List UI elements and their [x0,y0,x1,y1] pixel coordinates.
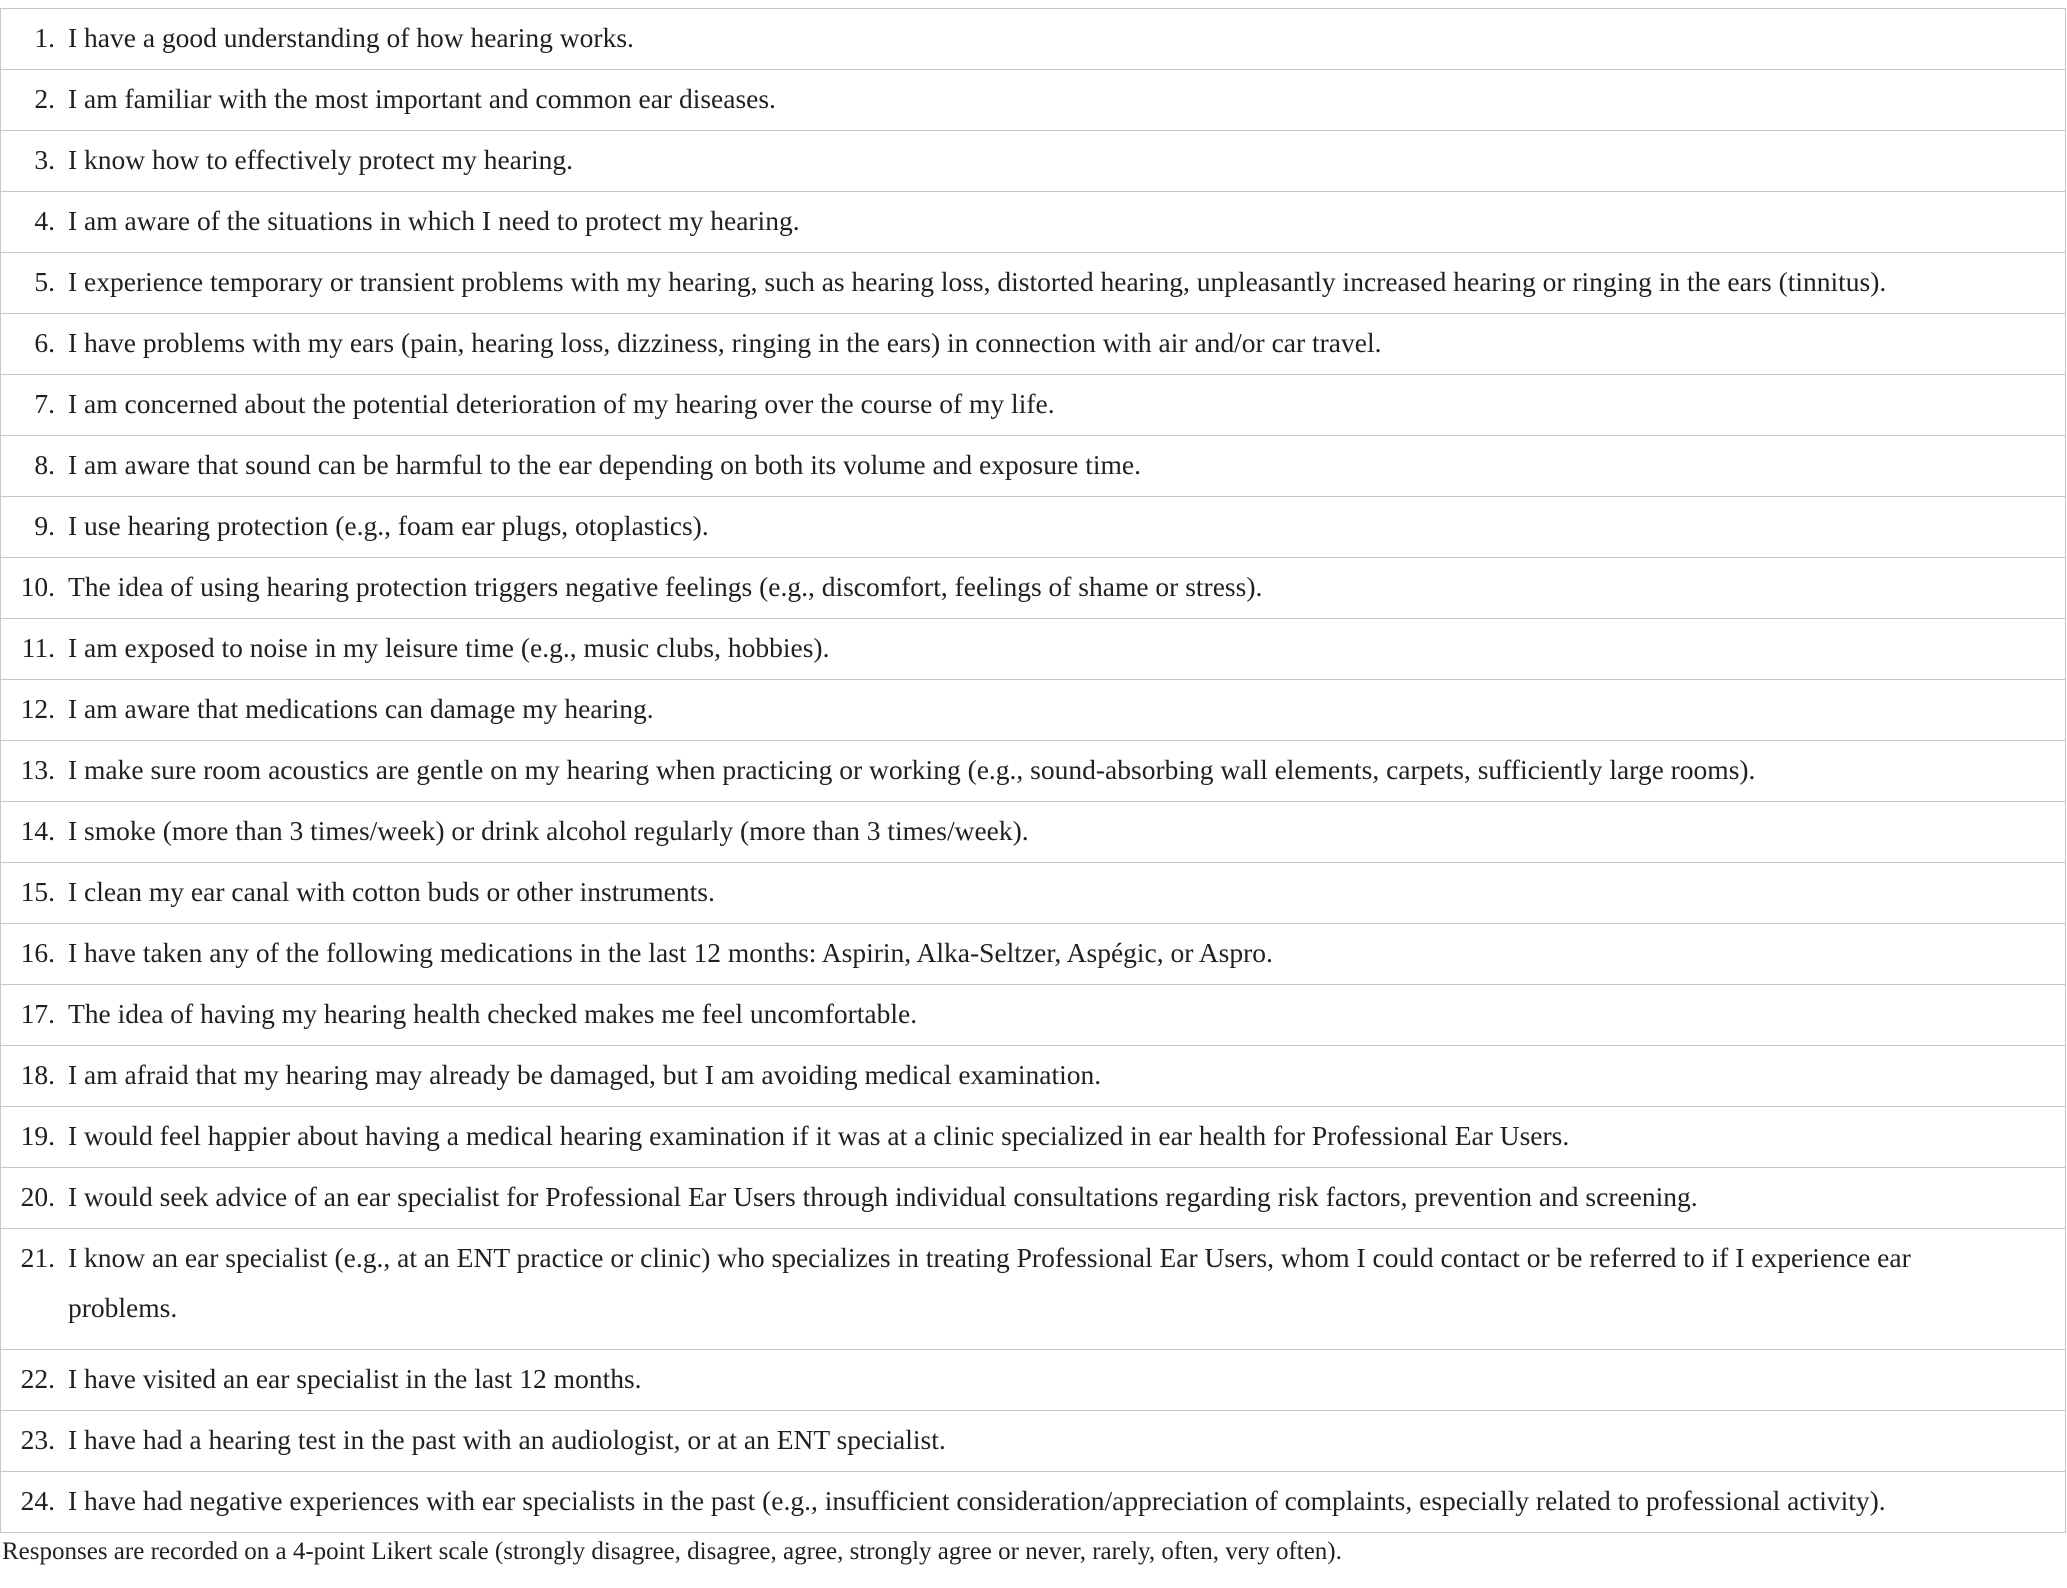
table-row [1,1046,2066,1107]
item-number: 11. [21,632,55,663]
item-number: 15. [20,876,55,907]
questionnaire-table [0,8,2066,1533]
table-footnote: Responses are recorded on a 4-point Likert scale (strongly disagree, disagree, agree, strongly agree or never, rarely, often, very often). [2,1538,1342,1565]
table-row [1,70,2066,131]
item-text: I experience temporary or transient problems with my hearing, such as hearing loss, distorted hearing, unpleasantly increased hearing or ringing in the ears (tinnitus). [68,266,1887,297]
table-cell [1,1411,2066,1472]
table-cell [1,192,2066,253]
item-text: The idea of having my hearing health checked makes me feel uncomfortable. [68,998,918,1029]
table-row [1,1168,2066,1229]
item-text: I would seek advice of an ear specialist for Professional Ear Users through individual consultations regarding risk factors, prevention and screening. [68,1181,1698,1212]
item-number: 9. [34,510,55,541]
table-cell [1,497,2066,558]
table-row [1,924,2066,985]
item-number: 17. [20,998,55,1029]
item-number: 14. [20,815,55,846]
item-text: I would feel happier about having a medical hearing examination if it was at a clinic specialized in ear health for Professional Ear Users. [68,1120,1570,1151]
item-text: I am aware that medications can damage my hearing. [68,693,654,724]
item-number: 8. [34,449,55,480]
item-number: 18. [20,1059,55,1090]
item-number: 2. [34,83,55,114]
table-cell [1,741,2066,802]
table-cell [1,558,2066,619]
item-number: 4. [34,205,55,236]
table-cell [1,863,2066,924]
table-row [1,131,2066,192]
item-text: I have taken any of the following medications in the last 12 months: Aspirin, Alka-Seltzer, Aspégic, or Aspro. [68,937,1273,968]
table-row [1,1411,2066,1472]
table-row [1,314,2066,375]
table-row [1,253,2066,314]
table-cell [1,1472,2066,1533]
table-cell [1,375,2066,436]
item-number: 24. [20,1485,55,1516]
questionnaire-table-body [1,9,2066,1533]
item-text: I am aware that sound can be harmful to the ear depending on both its volume and exposure time. [68,449,1141,480]
item-text: I know an ear specialist (e.g., at an ENT practice or clinic) who specializes in treating Professional Ear Users, whom I could contact or be referred to if I experience ear problems. [68,1242,1911,1323]
item-text: I have visited an ear specialist in the last 12 months. [68,1363,642,1394]
table-row [1,558,2066,619]
item-number: 16. [20,937,55,968]
table-cell [1,1046,2066,1107]
table-cell [1,253,2066,314]
table-cell [1,9,2066,70]
item-number: 1. [34,22,55,53]
table-row [1,619,2066,680]
item-number: 19. [20,1120,55,1151]
item-text: I clean my ear canal with cotton buds or other instruments. [68,876,715,907]
item-text: I am concerned about the potential deterioration of my hearing over the course of my life. [68,388,1055,419]
item-text: I know how to effectively protect my hearing. [68,144,574,175]
table-cell [1,619,2066,680]
item-text: I am aware of the situations in which I need to protect my hearing. [68,205,800,236]
table-cell [1,802,2066,863]
item-text: I make sure room acoustics are gentle on my hearing when practicing or working (e.g., sound-absorbing wall elements, carpets, sufficiently large rooms). [68,754,1756,785]
table-cell [1,985,2066,1046]
item-text: I am familiar with the most important and common ear diseases. [68,83,776,114]
table-row [1,192,2066,253]
item-text: I have problems with my ears (pain, hearing loss, dizziness, ringing in the ears) in connection with air and/or car travel. [68,327,1382,358]
table-row [1,802,2066,863]
questionnaire-document [0,8,2066,1533]
table-row [1,375,2066,436]
item-number: 20. [20,1181,55,1212]
item-number: 23. [20,1424,55,1455]
table-cell [1,1229,2066,1350]
table-cell [1,924,2066,985]
table-cell [1,131,2066,192]
table-row [1,497,2066,558]
table-cell [1,1107,2066,1168]
item-text: I have a good understanding of how hearing works. [68,22,634,53]
table-cell [1,314,2066,375]
item-number: 6. [34,327,55,358]
table-row [1,985,2066,1046]
table-row [1,1350,2066,1411]
item-text: I have had negative experiences with ear specialists in the past (e.g., insufficient consideration/appreciation of complaints, especially related to professional activity). [68,1485,1886,1516]
table-row [1,1229,2066,1350]
item-text: I am afraid that my hearing may already be damaged, but I am avoiding medical examination. [68,1059,1102,1090]
item-text: I smoke (more than 3 times/week) or drink alcohol regularly (more than 3 times/week). [68,815,1029,846]
table-row [1,863,2066,924]
table-cell [1,436,2066,497]
item-number: 22. [20,1363,55,1394]
item-number: 21. [20,1242,55,1273]
item-number: 12. [20,693,55,724]
table-row [1,1107,2066,1168]
table-row [1,9,2066,70]
item-number: 3. [34,144,55,175]
table-cell [1,680,2066,741]
table-cell [1,70,2066,131]
item-number: 5. [34,266,55,297]
item-text: I use hearing protection (e.g., foam ear plugs, otoplastics). [68,510,709,541]
table-row [1,741,2066,802]
item-number: 10. [20,571,55,602]
table-row [1,436,2066,497]
table-cell [1,1350,2066,1411]
table-row [1,680,2066,741]
table-cell [1,1168,2066,1229]
item-text: The idea of using hearing protection triggers negative feelings (e.g., discomfort, feelings of shame or stress). [68,571,1263,602]
item-text: I have had a hearing test in the past with an audiologist, or at an ENT specialist. [68,1424,946,1455]
item-number: 13. [20,754,55,785]
table-row [1,1472,2066,1533]
item-number: 7. [34,388,55,419]
item-text: I am exposed to noise in my leisure time (e.g., music clubs, hobbies). [68,632,830,663]
